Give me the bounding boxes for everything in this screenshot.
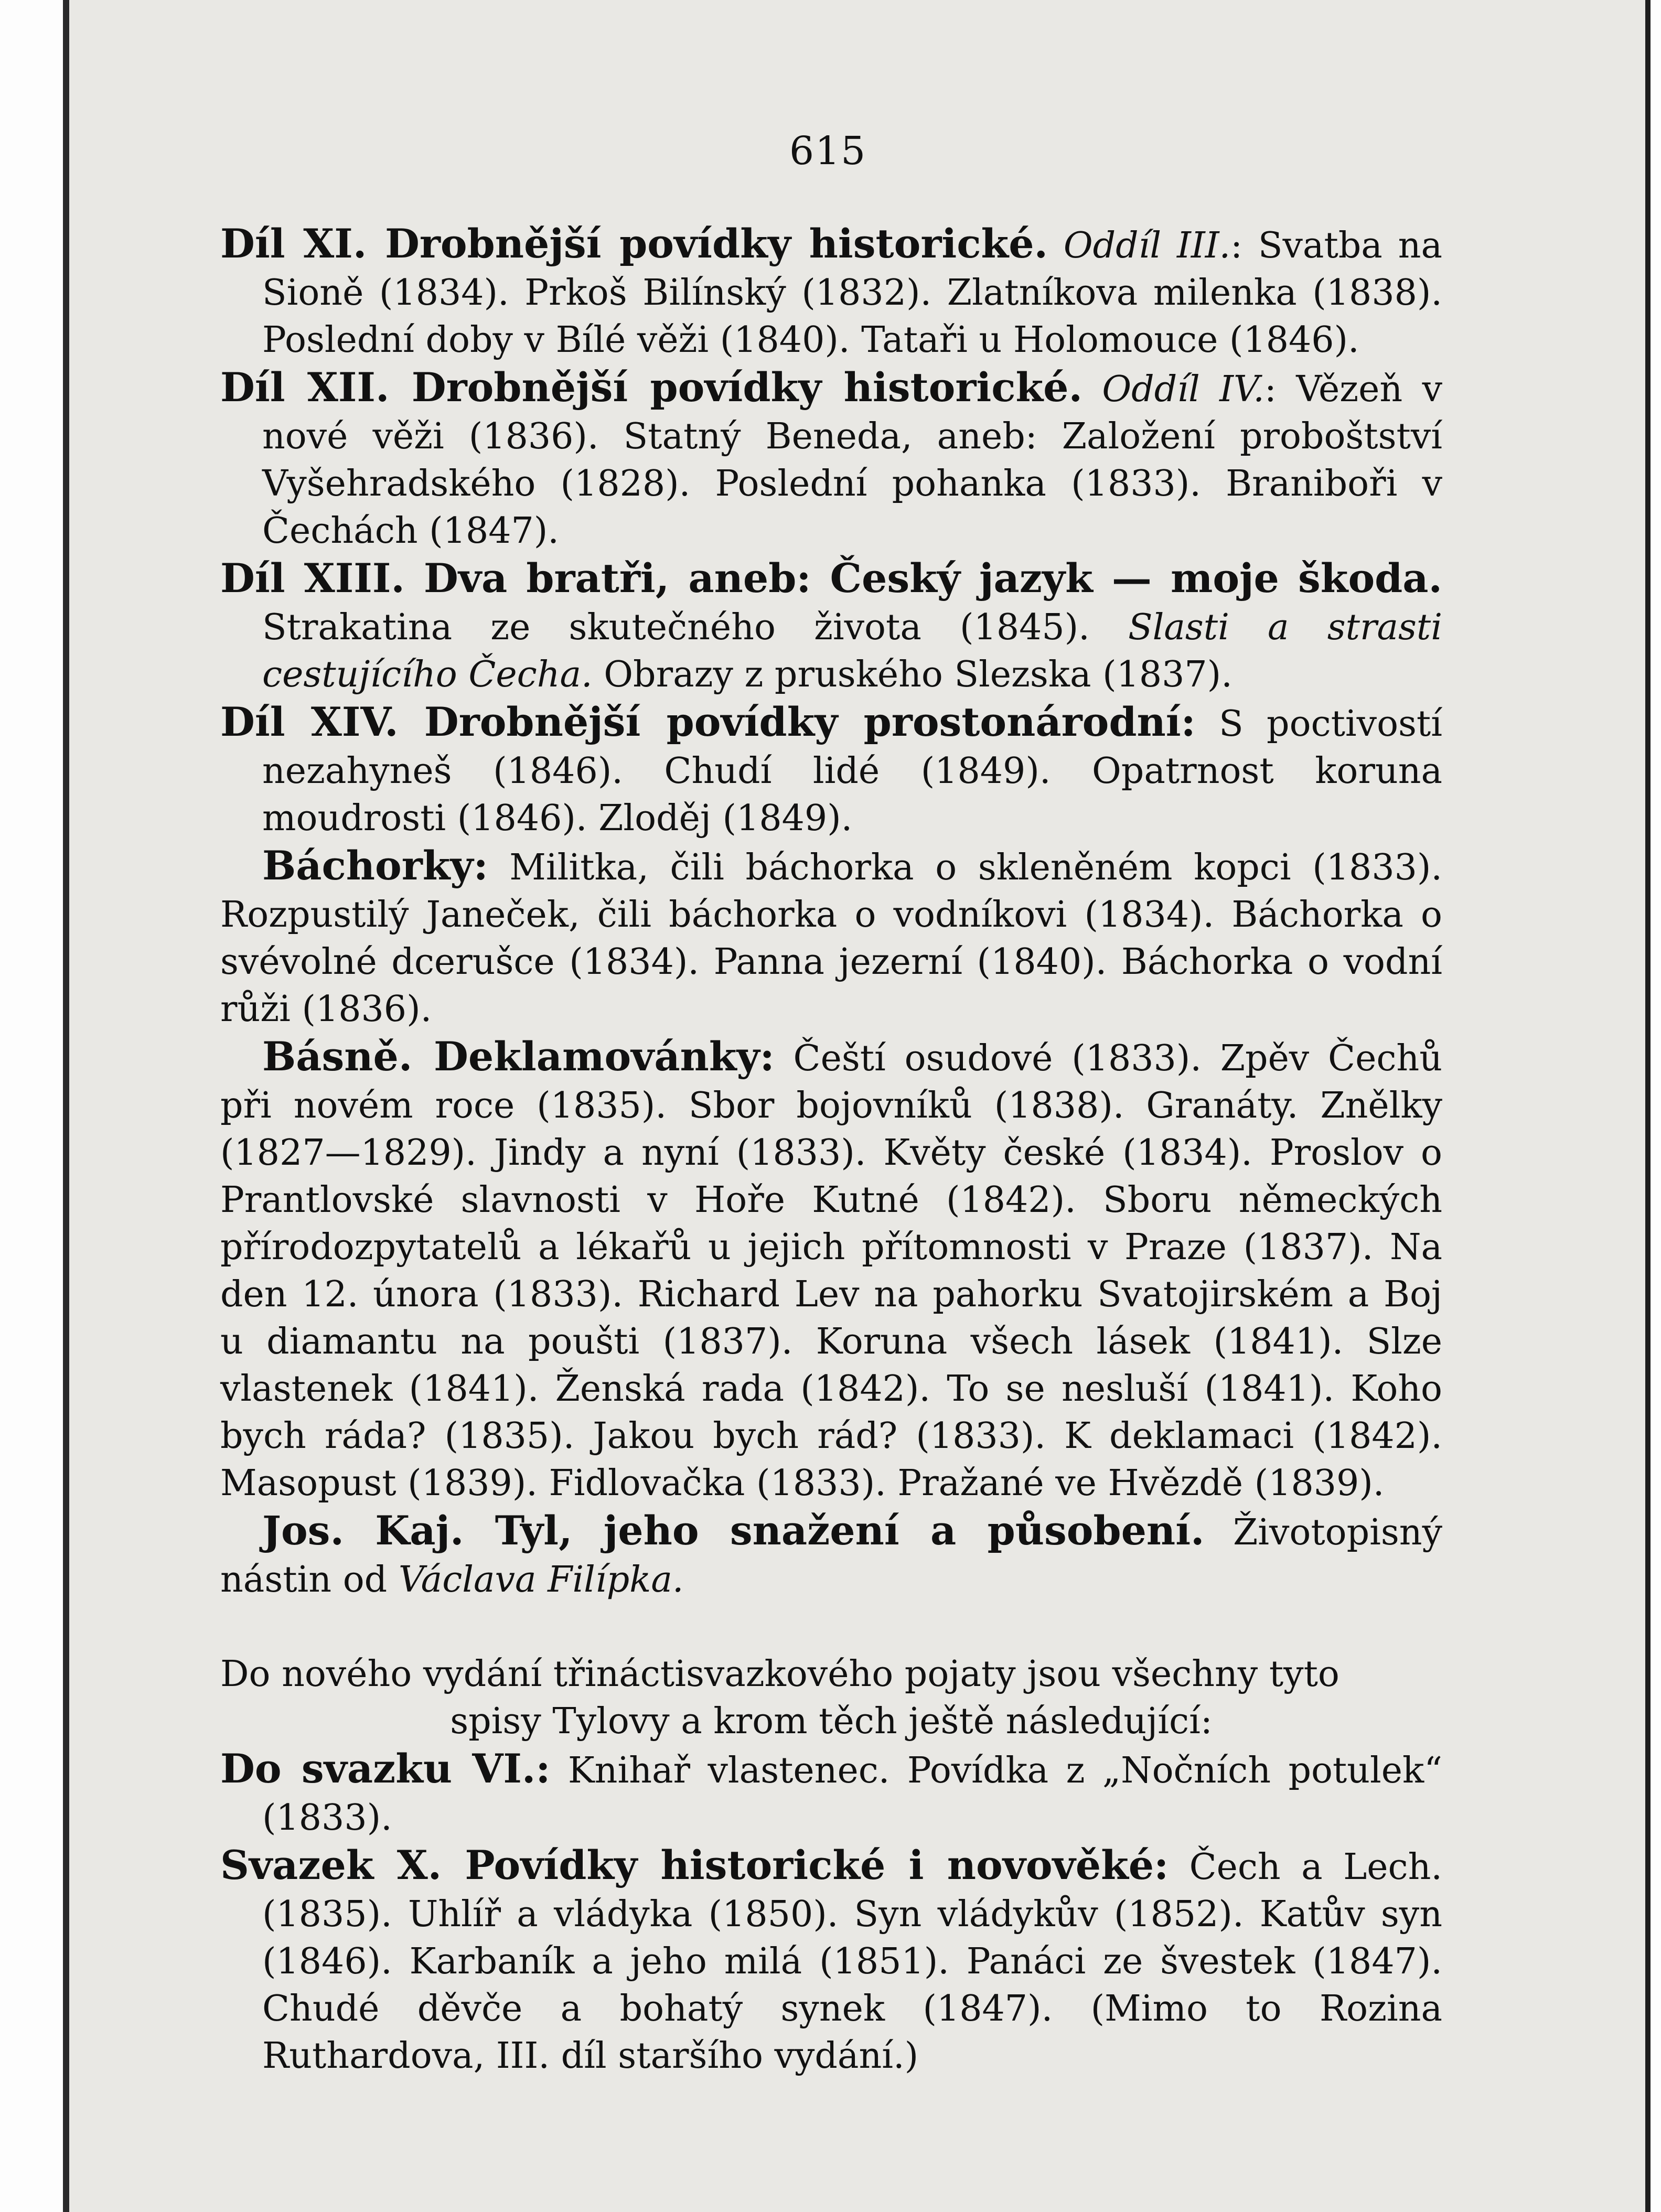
entry-heading: Díl XIV. Drobnější povídky prostonárodní: (220, 699, 1196, 745)
volume-text: Knihař vlastenec. Povídka z „Nočních potulek“ (1833). (262, 1750, 1443, 1839)
volume-text: Čech a Lech. (1835). Uhlíř a vládyka (1850). Syn vládykův (1852). Katův syn (1846). Karbaník a jeho milá (1851). Panáci ze švestek (1847). Chudé děvče a bohatý synek (1847). (Mimo to Rozina Ruthardova, III. díl staršího vydání.) (262, 1846, 1442, 2077)
entry-dil-xi (220, 220, 1442, 364)
entry-text: Čeští osudové (1833). Zpěv Čechů při novém roce (1835). Sbor bojovníků (1838). Granáty. Znělky (1827—1829). Jindy a nyní (1833). Květy české (1834). Proslov o Prantlovské slavnosti v Hoře Kutné (1842). Sboru německých přírodozpytatelů a lékařů u jejich přítomnosti v Praze (1837). Na den 12. února (1833). Richard Lev na pahorku Svatojirském a Boj u diamantu na poušti (1837). Koruna všech lásek (1841). Slze vlastenek (1841). Ženská rada (1842). To se nesluší (1841). Koho bych ráda? (1835). Jakou bych rád? (1833). K deklamaci (1842). Masopust (1839). Fidlovačka (1833). Pražané ve Hvězdě (1839). (220, 1038, 1443, 1504)
entry-text: : Svatba na Sioně (1834). Prkoš Bilínský (1832). Zlatníkova milenka (1838). Poslední doby v Bílé věži (1840). Tataři u Holomouce (1846). (262, 225, 1442, 361)
page-body (220, 220, 1442, 2080)
entry-subheading: Oddíl IV. (1102, 369, 1264, 410)
volume-heading: Svazek X. Povídky historické i novověké: (220, 1842, 1169, 1888)
volume-x (220, 1842, 1442, 2080)
entry-text: Obrazy z pruského Slezska (1837). (604, 654, 1233, 695)
entry-dil-xii (220, 364, 1442, 555)
entry-dil-xiii (220, 555, 1442, 699)
entry-text: Životopisný nástin od (220, 1512, 1442, 1601)
entry-heading: Jos. Kaj. Tyl, jeho snažení a působení. (262, 1507, 1205, 1554)
note-line-2: spisy Tylovy a krom těch ještě následující: (450, 1701, 1213, 1742)
entry-heading: Báchorky: (262, 842, 488, 889)
volume-vi (220, 1745, 1442, 1842)
entry-text: : Vězeň v nové věži (1836). Statný Beneda, aneb: Založení proboštství Vyšehradského (1828). Poslední pohanka (1833). Braniboři v Čechách (1847). (262, 369, 1443, 552)
entry-text: Militka, čili báchorka o skleněném kopci (1833). Rozpustilý Janeček, čili báchorka o vodníkovi (1834). Báchorka o svévolné dcerušce (1834). Panna jezerní (1840). Báchorka o vodní růži (1836). (220, 847, 1442, 1030)
entry-bachorky (220, 842, 1442, 1033)
entry-author: Václava Filípka. (398, 1559, 684, 1601)
entry-subheading: Oddíl III. (1063, 225, 1231, 266)
entry-heading: Básně. Deklamovánky: (262, 1033, 775, 1080)
entry-heading: Díl XII. Drobnější povídky historické. (220, 364, 1083, 411)
entry-dil-xiv (220, 699, 1442, 842)
section-gap (220, 1604, 1442, 1651)
page-number: 615 (789, 128, 867, 174)
entry-heading: Díl XI. Drobnější povídky historické. (220, 220, 1048, 267)
entry-basne (220, 1033, 1442, 1507)
note-line-1: Do nového vydání třináctisvazkového pojaty jsou všechny tyto (220, 1653, 1339, 1695)
entry-italic-title: Slasti a strasti cestujícího Čecha. (262, 607, 1443, 695)
entry-text: S poctivostí nezahyneš (1846). Chudí lidé (1849). Opatrnost koruna moudrosti (1846). Zloděj (1849). (262, 703, 1442, 839)
entry-text: Strakatina ze skutečného života (1845). (262, 607, 1090, 648)
entry-zivotopis (220, 1507, 1442, 1604)
scan-right-margin (1645, 0, 1661, 2212)
scan-left-margin (0, 0, 71, 2212)
entry-heading: Díl XIII. Dva bratři, aneb: Český jazyk — moje škoda. (220, 555, 1442, 602)
volume-heading: Do svazku VI.: (220, 1745, 551, 1792)
